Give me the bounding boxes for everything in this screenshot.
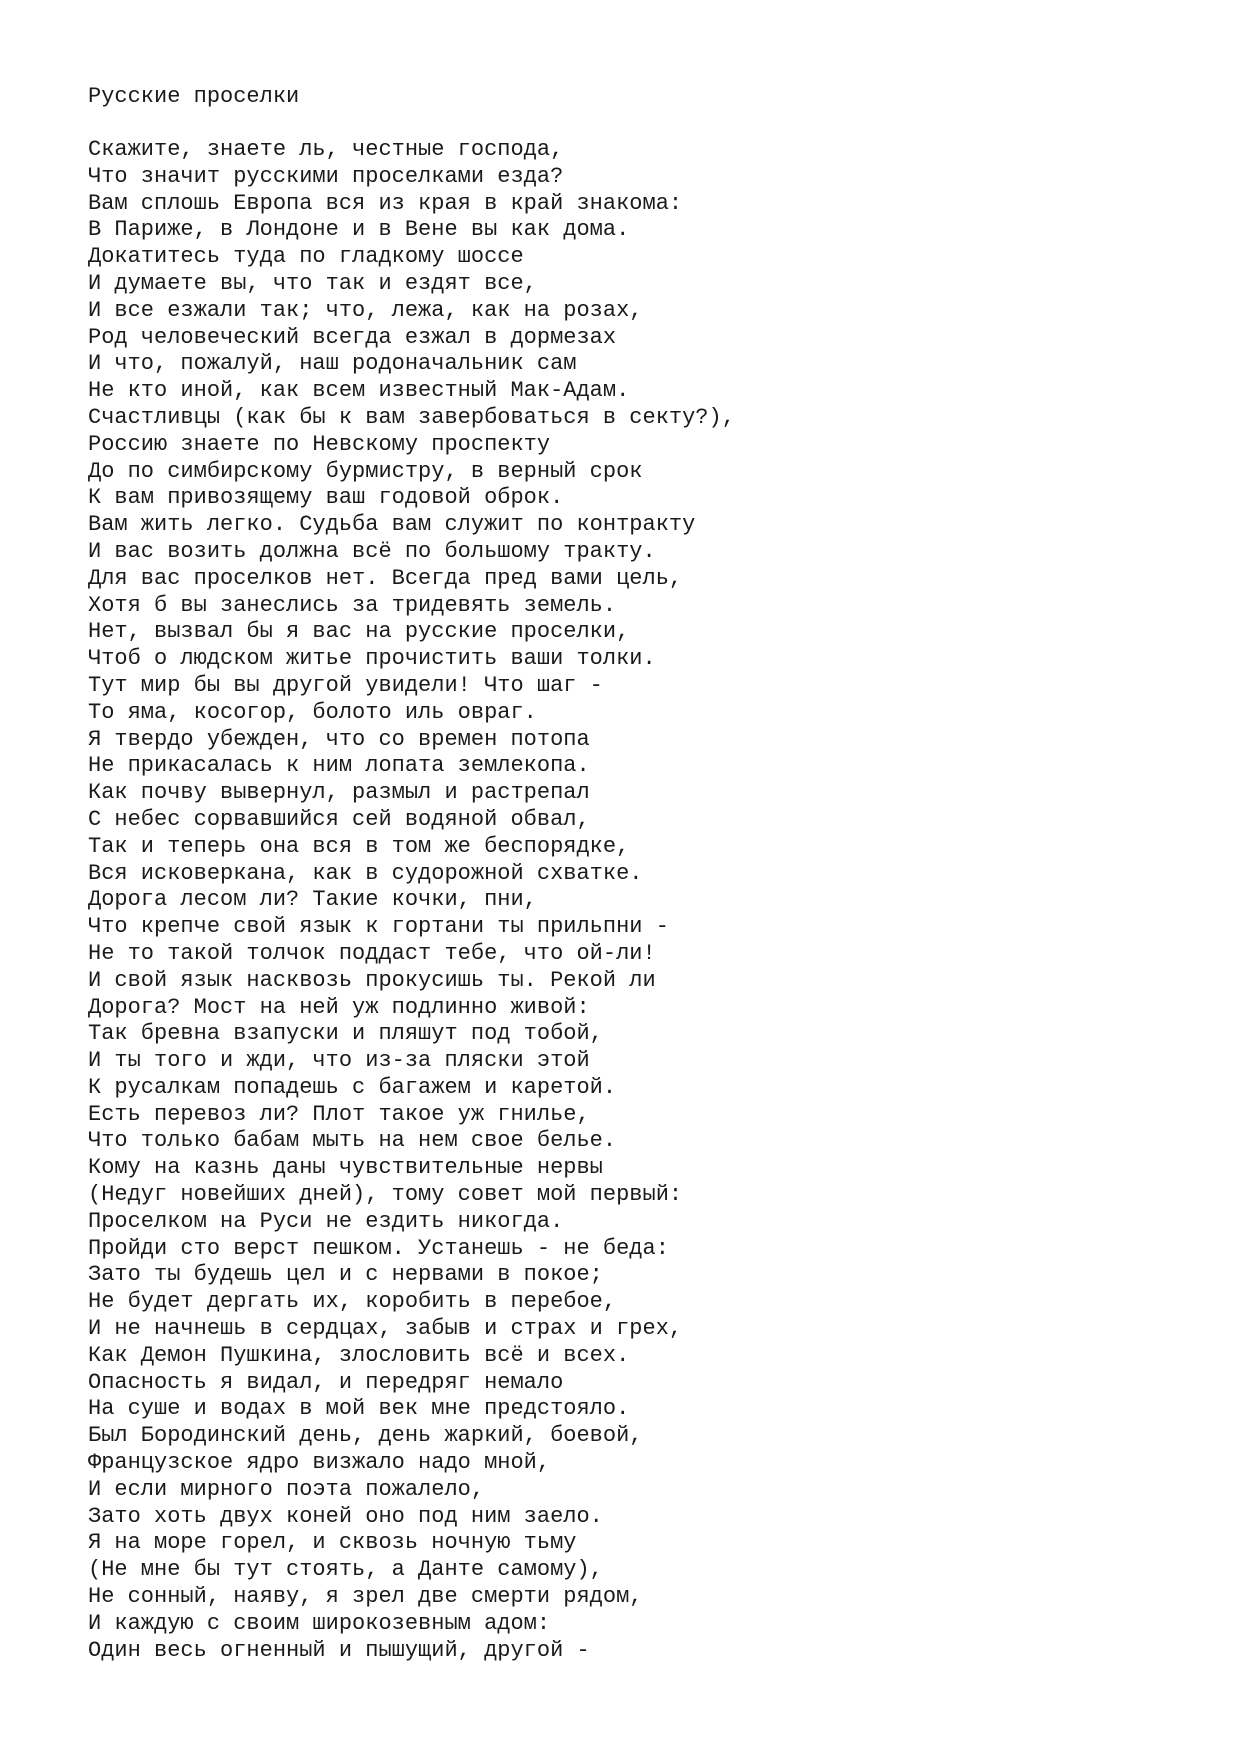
poem-line: И не начнешь в сердцах, забыв и страх и грех, — [88, 1316, 683, 1342]
poem-line: Дорога лесом ли? Такие кочки, пни, — [88, 887, 537, 913]
poem-line: Проселком на Руси не ездить никогда. — [88, 1208, 564, 1234]
poem-line: И все езжали так; что, лежа, как на розах, — [88, 297, 643, 323]
poem-line: Есть перевоз ли? Плот такое уж гнилье, — [88, 1101, 590, 1127]
poem-line: Тут мир бы вы другой увидели! Что шаг - — [88, 672, 603, 698]
poem-line: Вам сплошь Европа вся из края в край знакома: — [88, 190, 683, 216]
poem-line: И вас возить должна всё по большому тракту. — [88, 538, 656, 564]
poem-line: Род человеческий всегда езжал в дормезах — [88, 324, 617, 350]
poem-line: Не будет дергать их, коробить в перебое, — [88, 1289, 617, 1315]
poem-line: Чтоб о людском житье прочистить ваши толки. — [88, 646, 656, 672]
poem-line: И каждую с своим широкозевным адом: — [88, 1610, 551, 1636]
poem-line: И если мирного поэта пожалело, — [88, 1476, 485, 1502]
poem-line: Что крепче свой язык к гортани ты прильпни - — [88, 914, 669, 940]
poem-title: Русские проселки — [88, 84, 300, 109]
poem-line: Дорога? Мост на ней уж подлинно живой: — [88, 994, 590, 1020]
poem-line: И что, пожалуй, наш родоначальник сам — [88, 351, 577, 377]
poem-line: Я твердо убежден, что со времен потопа — [88, 726, 590, 752]
poem-line: Вся исковеркана, как в судорожной схватке. — [88, 860, 643, 886]
poem-line: Что значит русскими проселками езда? — [88, 163, 564, 189]
poem-line: (Не мне бы тут стоять, а Данте самому), — [88, 1557, 603, 1583]
poem-line: Нет, вызвал бы я вас на русские проселки, — [88, 619, 630, 645]
poem-line: Не кто иной, как всем известный Мак-Адам. — [88, 378, 630, 404]
poem-line: И ты того и жди, что из-за пляски этой — [88, 1048, 590, 1074]
poem-line: Зато хоть двух коней оно под ним заело. — [88, 1503, 603, 1529]
poem-line: До по симбирскому бурмистру, в верный срок — [88, 458, 643, 484]
poem-line: Один весь огненный и пышущий, другой - — [88, 1637, 590, 1663]
poem-line: С небес сорвавшийся сей водяной обвал, — [88, 806, 590, 832]
poem-line: Как Демон Пушкина, злословить всё и всех. — [88, 1342, 630, 1368]
poem-body — [88, 137, 735, 1664]
poem-line: Опасность я видал, и передряг немало — [88, 1369, 564, 1395]
poem-line: Кому на казнь даны чувствительные нервы — [88, 1155, 603, 1181]
poem-line: И свой язык насквозь прокусишь ты. Рекой ли — [88, 967, 656, 993]
poem-line: И думаете вы, что так и ездят все, — [88, 270, 537, 296]
poem-line: Россию знаете по Невскому проспекту — [88, 431, 551, 457]
poem-line: Так бревна взапуски и пляшут под тобой, — [88, 1021, 603, 1047]
poem-line: Не прикасалась к ним лопата землекопа. — [88, 753, 590, 779]
poem-line: На суше и водах в мой век мне предстояло. — [88, 1396, 630, 1422]
poem-line: Французское ядро визжало надо мной, — [88, 1450, 551, 1476]
poem-line: Так и теперь она вся в том же беспорядке, — [88, 833, 630, 859]
poem-line: Зато ты будешь цел и с нервами в покое; — [88, 1262, 603, 1288]
poem-line: Как почву вывернул, размыл и растрепал — [88, 780, 590, 806]
poem-line: Вам жить легко. Судьба вам служит по контракту — [88, 512, 696, 538]
poem-line: Я на море горел, и сквозь ночную тьму — [88, 1530, 577, 1556]
poem-line: То яма, косогор, болото иль овраг. — [88, 699, 537, 725]
poem-line: Не сонный, наяву, я зрел две смерти рядом, — [88, 1584, 643, 1610]
poem-line: Для вас проселков нет. Всегда пред вами цель, — [88, 565, 683, 591]
poem-line: К вам привозящему ваш годовой оброк. — [88, 485, 564, 511]
poem-line: В Париже, в Лондоне и в Вене вы как дома. — [88, 217, 630, 243]
poem-line: Что только бабам мыть на нем свое белье. — [88, 1128, 617, 1154]
poem-line: Хотя б вы занеслись за тридевять земель. — [88, 592, 617, 618]
poem-line: (Недуг новейших дней), тому совет мой первый: — [88, 1182, 683, 1208]
poem-line: Пройди сто верст пешком. Устанешь - не беда: — [88, 1235, 669, 1261]
poem-line: Не то такой толчок поддаст тебе, что ой-ли! — [88, 940, 656, 966]
poem-line: Докатитесь туда по гладкому шоссе — [88, 244, 524, 270]
poem-line: К русалкам попадешь с багажем и каретой. — [88, 1074, 617, 1100]
poem-line: Счастливцы (как бы к вам завербоваться в секту?), — [88, 404, 735, 430]
poem-line: Скажите, знаете ль, честные господа, — [88, 137, 564, 162]
poem-line: Был Бородинский день, день жаркий, боевой, — [88, 1423, 643, 1449]
